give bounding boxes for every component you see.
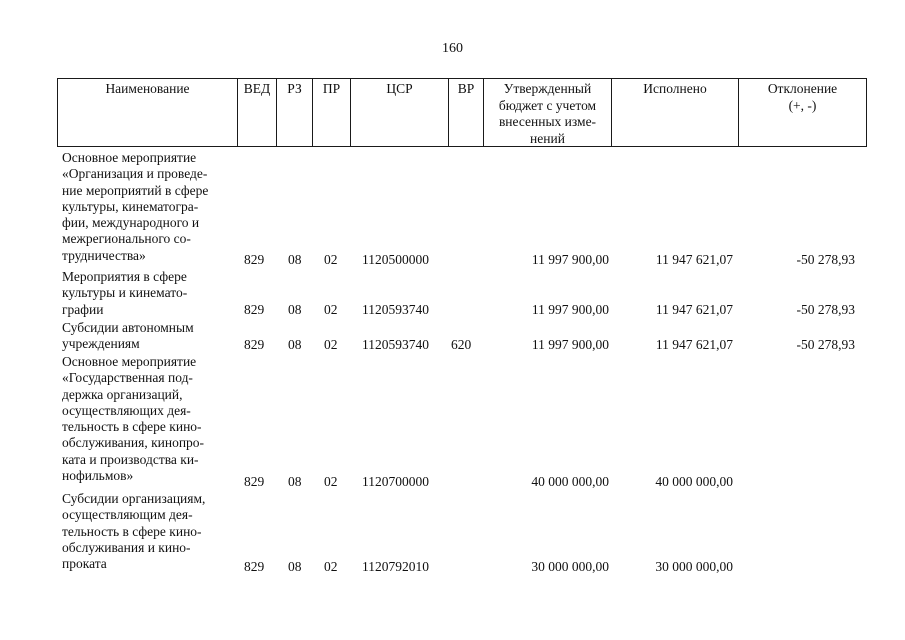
header-csr: ЦСР (351, 79, 449, 146)
row-ved: 829 (244, 559, 265, 574)
row-rz: 08 (288, 337, 302, 352)
header-deviation: Отклонение (+, -) (767, 81, 838, 113)
row-budget: 11 997 900,00 (531, 302, 609, 317)
row-csr: 1120700000 (362, 474, 429, 489)
row-rz: 08 (288, 252, 302, 267)
row-done: 30 000 000,00 (655, 559, 733, 574)
row-name: Субсидии автономным учреждениям (62, 320, 194, 352)
row-rz: 08 (288, 302, 302, 317)
header-budget: Утвержденный бюджет с учетом внесенных изме- нений (484, 79, 612, 146)
row-ved: 829 (244, 252, 265, 267)
row-ved: 829 (244, 337, 265, 352)
row-pr: 02 (324, 252, 338, 267)
row-ved: 829 (244, 474, 265, 489)
row-budget: 11 997 900,00 (531, 337, 609, 352)
row-deviation: -50 278,93 (796, 252, 855, 267)
row-budget: 11 997 900,00 (531, 252, 609, 267)
row-pr: 02 (324, 302, 338, 317)
page-number: 160 (442, 41, 463, 56)
row-done: 11 947 621,07 (655, 252, 733, 267)
header-name: Наименование (58, 79, 238, 146)
row-name: Мероприятия в сфере культуры и кинемато- графии (62, 269, 188, 317)
row-name: Субсидии организациям, осуществляющим дея- тельность в сфере кино- обслуживания и кино- проката (62, 491, 206, 572)
row-deviation: -50 278,93 (796, 302, 855, 317)
row-csr: 1120593740 (362, 302, 429, 317)
row-csr: 1120593740 (362, 337, 429, 352)
header-vr: ВР (449, 79, 484, 146)
header-ved: ВЕД (238, 79, 277, 146)
row-rz: 08 (288, 559, 302, 574)
row-ved: 829 (244, 302, 265, 317)
header-pr: ПР (313, 79, 351, 146)
row-csr: 1120500000 (362, 252, 429, 267)
header-done: Исполнено (612, 79, 739, 146)
row-name: Основное мероприятие «Организация и проведе- ние мероприятий в сфере культуры, кинематогра- фии, международного и межрегионального со- трудничества» (62, 150, 209, 263)
row-pr: 02 (324, 337, 338, 352)
row-pr: 02 (324, 559, 338, 574)
row-budget: 30 000 000,00 (531, 559, 609, 574)
header-rz: РЗ (277, 79, 313, 146)
row-deviation: -50 278,93 (796, 337, 855, 352)
row-name: Основное мероприятие «Государственная под- держка организаций, осуществляющих дея- тельность в сфере кино- обслуживания, кинопро- ката и производства ки- нофильмов» (62, 354, 205, 484)
row-rz: 08 (288, 474, 302, 489)
row-done: 11 947 621,07 (655, 337, 733, 352)
row-budget: 40 000 000,00 (531, 474, 609, 489)
row-done: 11 947 621,07 (655, 302, 733, 317)
row-csr: 1120792010 (362, 559, 429, 574)
row-done: 40 000 000,00 (655, 474, 733, 489)
row-vr: 620 (451, 337, 472, 352)
row-pr: 02 (324, 474, 338, 489)
